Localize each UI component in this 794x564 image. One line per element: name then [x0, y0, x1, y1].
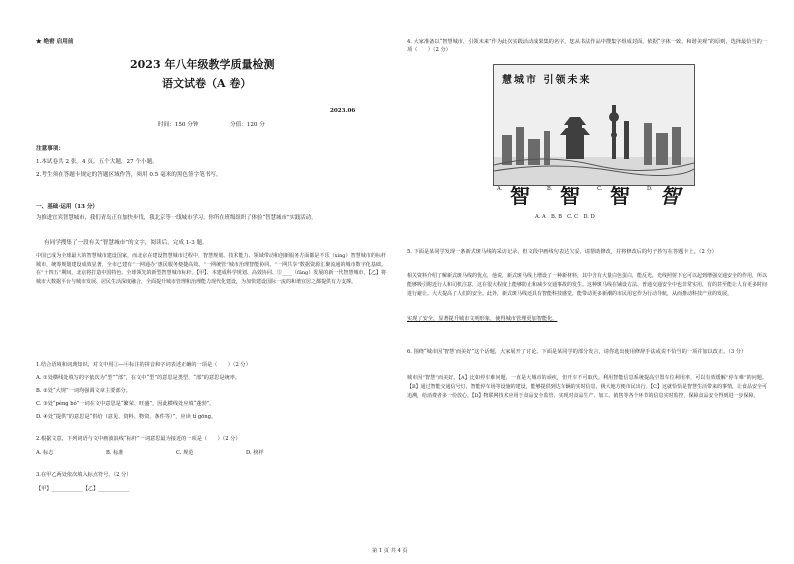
question-3-stem: 3.在甲乙两处依次填入标点符号。（2 分）	[36, 472, 132, 478]
q1-option-a[interactable]: A. ①处横线处填写的字依次为“型”“部”，在文中“型”的意思是类型，“部”的意思是统率。	[36, 375, 241, 381]
page-number: 第 1 页 共 4 页	[372, 548, 408, 554]
q5-underlined-sentence[interactable]: 实现了安全，显著提升城市文明形象，使得城市管理更加智能化。	[407, 316, 558, 322]
question-4-stem: 4. 大家准备以“智慧城市，引领未来”作为此次实践活动成果集的名字。您从书法作品中搜集字组成封面，依据“字体一致，和谐美观”的原则，选择最恰当的一项（ ）（2 分）	[407, 39, 767, 54]
q4-option-a-glyph[interactable]: 智	[510, 184, 530, 208]
q3-answer-blank[interactable]: 【甲】____________【乙】____________	[36, 486, 130, 492]
q4-option-c-glyph[interactable]: 智	[610, 187, 630, 210]
question-2-stem: 2.根据文意，下列词语与文中画波浪线“标杆”一词意思最为接近的一项是（ ）（2 分）	[36, 436, 241, 442]
q1-option-b[interactable]: B. ②处“大规”一词均强调文章主要部分。	[36, 388, 131, 394]
exam-date: 2023.06	[330, 108, 356, 114]
q5-interview-passage: 相关资料介绍了解新式斑马线的优点，他说，新式斑马线上增设了一种新材料，其中含有大量白色蛋白，能反光，光线照射下它可以起到增强交通安全的作用，所以能够吸引附近行人和司机注意，这在很大程度上能够防止和减少交通事故的发生。这种斑马线在铺设方法、普通交通安全中也非常实用，有的甚至能让人有更多时间进行避让。大大提高了人们的安全。此外，新式斑马线还具有智能科技感觉，能带动更多新潮的市民用它作为行动导航，从而推动科技产业的发展。	[407, 273, 768, 297]
city-illustration	[493, 64, 695, 186]
section-intro-2: 有同学搜集了一段有关“智慧城市”的文字，阅读后，完成 1-3 题。	[44, 240, 208, 246]
note-item: 1.本试卷共 2 张。4 页。五个大题，27 个小题。	[36, 159, 158, 165]
q4-option-b-glyph[interactable]: 智	[560, 184, 580, 208]
reading-passage: 中国已成为全球最大的智慧城市建设国家，而北京在建设智慧城市过程中，智慧规划、技术能力、领域带动和创新服务方面都是不乐（xíng）智慧城市的标杆城市，统筹规划建设成效显著，全市已建有“一网通办”惠民服务便捷高效、“一网统管”城市治理智能协同、“一网共享”数据资源汇聚流通的城市数字化基础。在“十四五”期间，北京将打造中国特色、全球领先的新型智慧城市标杆。【甲】、本建成科学规划、高效协同、③____（fāng）发展的新一代智慧城市，【乙】将城市大数据平台与城市发展、居民生活深度融合，全面提升城市管理和治理能力现代化建设，为加快建设国际一流的和谐宜居之都提供有力支撑。	[36, 253, 386, 286]
time-info: 时间：150 分钟	[158, 122, 199, 128]
q4-option-c-letter: C.	[597, 186, 603, 192]
score-info: 分值：120 分	[230, 122, 265, 128]
q4-option-b-letter: B.	[547, 186, 553, 192]
section-heading: 一、基础·运用（13 分）	[36, 204, 99, 210]
q4-choice-row[interactable]: A. A B. B C. C D. D	[535, 214, 595, 220]
q2-option-a[interactable]: A. 标志	[36, 450, 54, 456]
exam-title-line1: 2023 年八年级教学质量检测	[130, 58, 275, 71]
illustration-banner-text: 慧城市 引领未来	[502, 75, 592, 86]
notes-heading: 注意事项：	[36, 146, 64, 152]
q6-discussion-passage: 城市因“智慧”而美好。【A】比如停车难问题，一直是大城市的顽疾，但开车不可取代。利用智能信息系统提高空置车位利用率，可以有效缓解“停车难”的问题。【B】通过智能交通信号灯、智能停车场等设施的建设，能够提供到达车辆的实时信息，极大地方便市民出行。【C】这就恰恰是智慧生活带来的事情，让食品安全可追溯，给消费者多一份放心。【D】物联网技术应用于食品安全监管，实现对食品生产、加工、销售等各个环节的信息实时监控，保障食品安全得到进一步保障。	[407, 375, 768, 399]
q2-option-b[interactable]: B. 标准	[106, 450, 124, 456]
q4-option-a-letter: A.	[497, 186, 503, 192]
section-intro: 为推进宜宾智慧城市，我们青岛正在加快步伐，我北京等一线城市学习。你所在班级组织了体验“智慧城市”实践活动。	[36, 215, 317, 221]
exam-title-line2: 语文试卷（A 卷）	[162, 77, 252, 90]
q1-option-c[interactable]: C. ③处“péng bó”一词在文中意思是“繁荣、旺盛”，因此横线处应填“蓬勃”。	[36, 401, 215, 407]
q4-option-d-glyph[interactable]: 智	[660, 184, 680, 208]
secret-mark: ★ 绝密 启用前	[36, 39, 74, 45]
note-item: 2.考生须在答题卡规定的答题区域作答，须用 0.5 毫米的黑色签字笔书写。	[36, 172, 222, 178]
question-5-stem: 5. 下面是某同学发现一条新式斑马线的采访记录，但文段中画线句表达欠妥，请帮助修改，并将修改后的句子抄写在答题卡上。（2 分）	[407, 249, 717, 255]
question-6-stem: 6. 围绕“城市因‘智慧’而美好”这个话题，大家展开了讨论。下面是某同学的部分发言，请你选出使用修辞手法或说不恰当的一项并加以改正。（3 分）	[407, 349, 747, 355]
q2-option-c[interactable]: C. 规范	[176, 450, 194, 456]
q2-option-d[interactable]: D. 榜样	[246, 450, 264, 456]
question-1-stem: 1.结合语境和词典知识，对文中用①—④标注的拼音和字词表述正确的一项是（ ）（2 分）	[36, 362, 251, 368]
q4-option-d-letter: D.	[647, 186, 653, 192]
q1-option-d[interactable]: D. ④处“提供”的意思是“供给（意见、资料、物资、条件等）”，应读 tí gōng。	[36, 414, 217, 420]
